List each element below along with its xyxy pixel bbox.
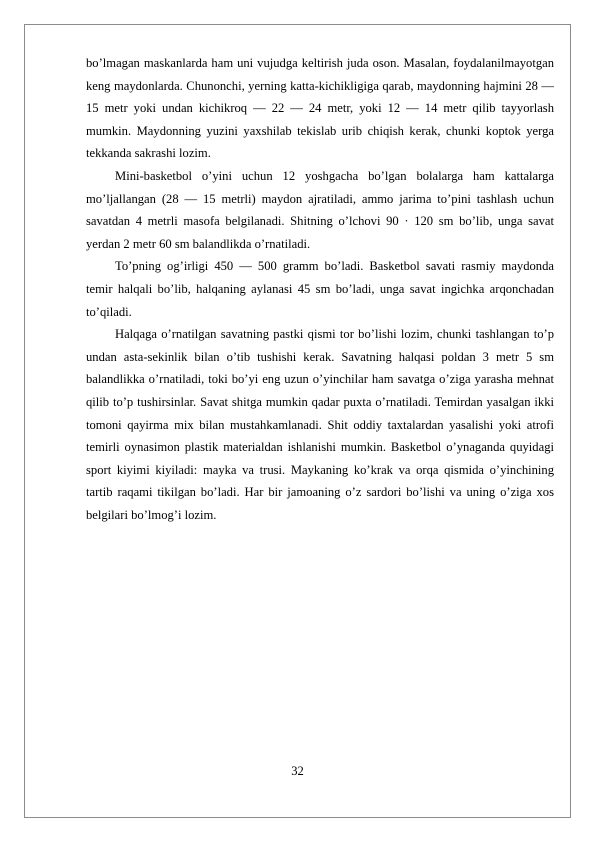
page-number: 32 [291, 764, 304, 778]
paragraph-1: bo’lmagan maskanlarda ham uni vujudga keltirish juda oson. Masalan, foydalanilmayotgan keng maydonlarda. Chunonchi, yerning katta-kichikligiga qarab, maydonning hajmini 28 — 15 metr yoki undan kichikroq — 22 — 24 metr, yoki 12 — 14 metr qilib tayyorlash mumkin. Maydonning yuzini yaxshilab tekislab urib chiqish kerak, chunki koptok yerga tekkanda sakrashi lozim. [86, 56, 554, 161]
paragraph-4: Halqaga o’rnatilgan savatning pastki qismi tor bo’lishi lozim, chunki tashlangan to’p undan asta-sekinlik bilan o’tib tushishi kerak. Savatning halqasi poldan 3 metr 5 sm balandlikka o’rnatiladi, toki bo’yi eng uzun o’yinchilar ham savatga o’ziga yarasha mehnat qilib to’p tushirsinlar. Savat shitga mumkin qadar puxta o’rnatiladi. Temirdan yasalgan ikki tomoni qayirma mix bilan mustahkamlanadi. Shit oddiy taxtalardan yasalishi yoki atrofi temirli oynasimon plastik materialdan ishlanishi mumkin. Basketbol o’ynaganda quyidagi sport kiyimi kiyiladi: mayka va trusi. Maykaning ko’krak va orqa qismida o’yinchining tartib raqami tikilgan bo’ladi. Har bir jamoaning o’z sardori bo’lishi va uning o’ziga xos belgilari bo’lmog’i lozim. [86, 327, 554, 522]
paragraph-2: Mini-basketbol o’yini uchun 12 yoshgacha bo’lgan bolalarga ham kattalarga mo’ljallangan (28 — 15 metrli) maydon ajratiladi, ammo jarima to’pini tashlash uchun savatdan 4 metrli masofa belgilanadi. Shitning o’lchovi 90 · 120 sm bo’lib, unga savat yerdan 2 metr 60 sm balandlikda o’rnatiladi. [86, 168, 554, 251]
paragraph-3: To’pning og’irligi 450 — 500 gramm bo’ladi. Basketbol savati rasmiy maydonda temir halqali bo’lib, halqaning aylanasi 45 sm bo’ladi, unga savat ingichka arqonchadan to’qiladi. [86, 259, 554, 319]
document-body [86, 52, 554, 526]
